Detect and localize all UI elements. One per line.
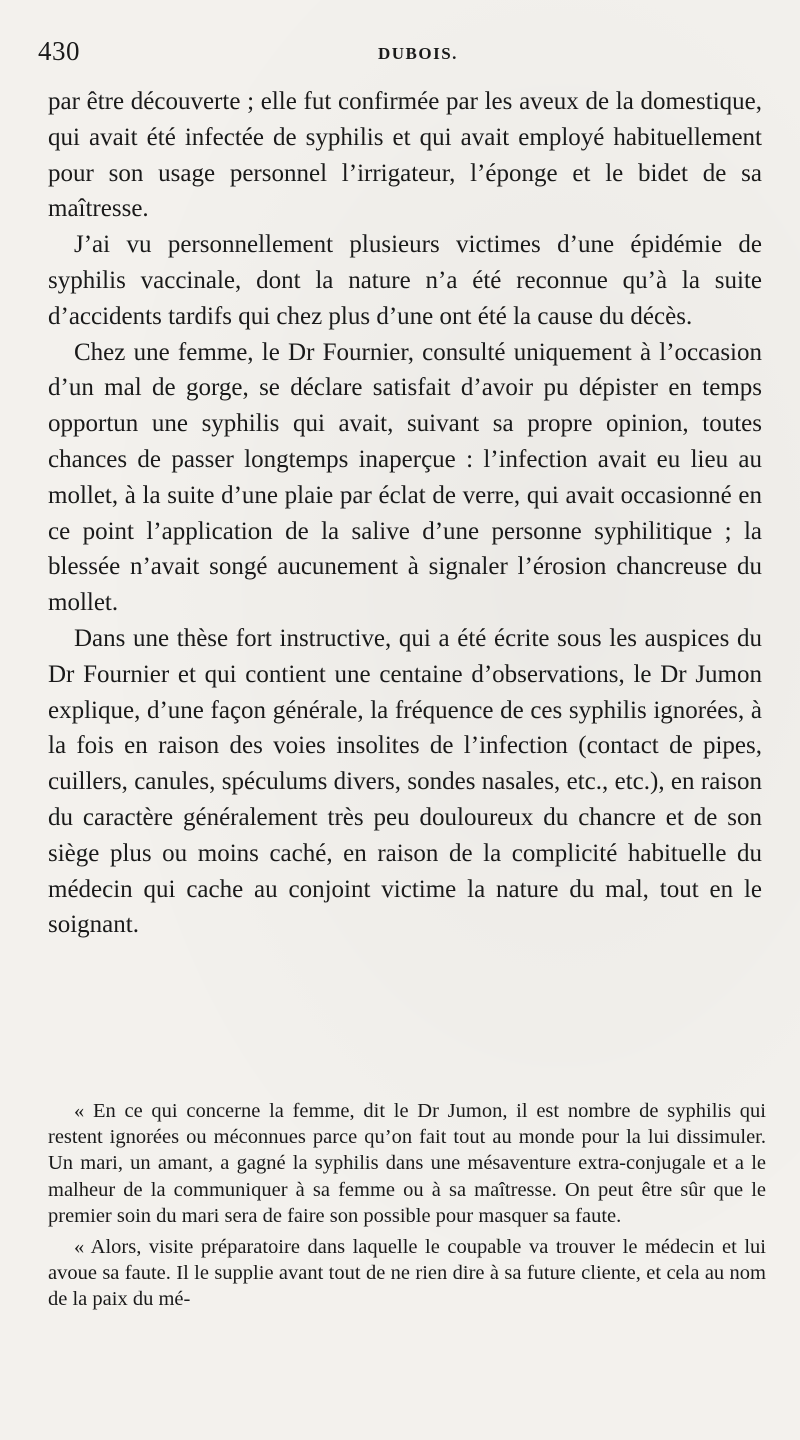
- quote-paragraph: « En ce qui concerne la femme, dit le Dr Jumon, il est nombre de syphilis qui restent ignorées ou méconnues parce qu’on fait tout au monde pour la lui dissimuler. Un mari, un amant, a gagné la syphilis dans une mésaventure extra-conjugale et a le malheur de la communiquer à sa femme ou à sa maîtresse. On peut être sûr que le premier soin du mari sera de faire son possible pour masquer sa faute.: [48, 1100, 766, 1227]
- quote-paragraph: « Alors, visite préparatoire dans laquelle le coupable va trouver le médecin et lui avoue sa faute. Il le supplie avant tout de ne rien dire à sa future cliente, et cela au nom de la paix du mé-: [48, 1236, 766, 1311]
- page-number: 430: [38, 36, 80, 66]
- page-header: [38, 36, 778, 72]
- paragraph: Dans une thèse fort instructive, qui a été écrite sous les auspices du Dr Fournier et qui contient une centaine d’observations, le Dr Jumon explique, d’une façon générale, la fréquence de ces syphilis ignorées, à la fois en raison des voies insolites de l’infection (contact de pipes, cuillers, canules, spéculums divers, sondes nasales, etc., etc.), en raison du caractère généralement très peu douloureux du chancre et de son siège plus ou moins caché, en raison de la complicité habituelle du médecin qui cache au conjoint victime la nature du mal, tout en le soignant.: [48, 624, 762, 939]
- quoted-text: [48, 1098, 766, 1318]
- paragraph: Chez une femme, le Dr Fournier, consulté uniquement à l’occasion d’un mal de gorge, se déclare satisfait d’avoir pu dépister en temps opportun une syphilis qui avait, suivant sa propre opinion, toutes chances de passer longtemps inaperçue : l’infection avait eu lieu au mollet, à la suite d’une plaie par éclat de verre, qui avait occasionné en ce point l’application de la salive d’une personne syphilitique ; la blessée n’avait songé aucunement à signaler l’érosion chancreuse du mollet.: [48, 338, 762, 617]
- paragraph: J’ai vu personnellement plusieurs victimes d’une épidémie de syphilis vaccinale, dont la nature n’a été reconnue qu’à la suite d’accidents tardifs qui chez plus d’une ont été la cause du décès.: [48, 231, 762, 330]
- running-head: DUBOIS.: [378, 44, 458, 63]
- main-text: [48, 84, 762, 943]
- paragraph: par être découverte ; elle fut confirmée par les aveux de la domestique, qui avait été infectée de syphilis et qui avait employé habituellement pour son usage personnel l’irrigateur, l’éponge et le bidet de sa maîtresse.: [48, 88, 762, 223]
